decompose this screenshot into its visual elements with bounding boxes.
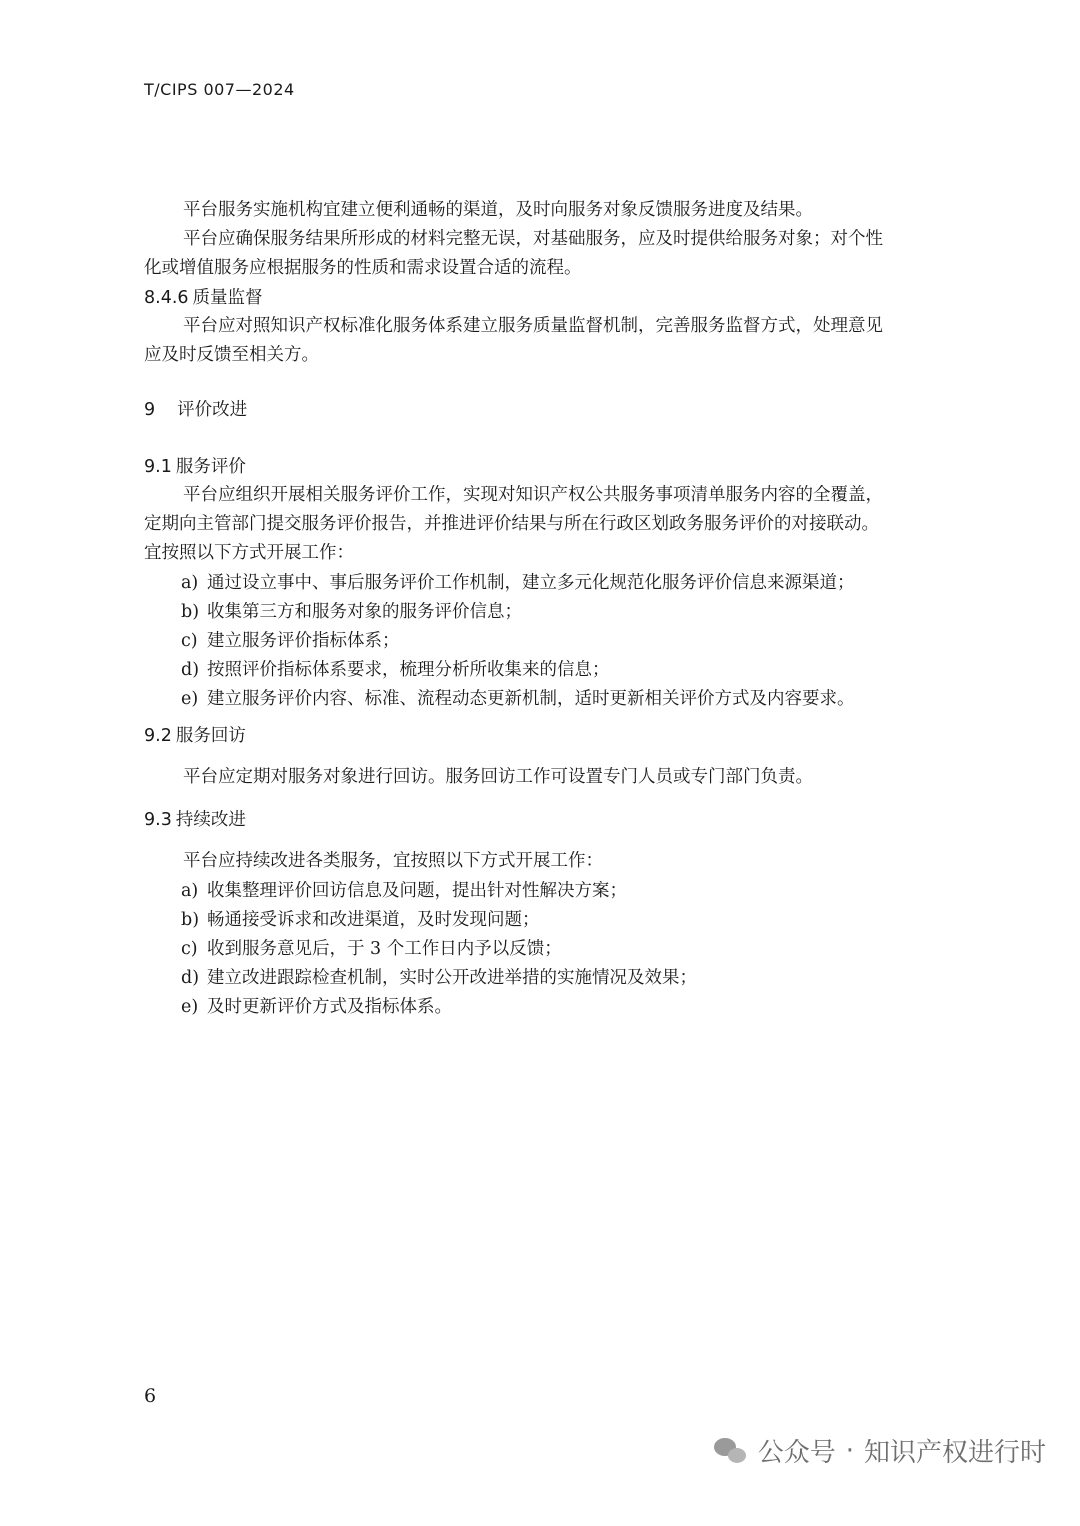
list-item — [181, 627, 400, 652]
section-title: 服务回访 — [175, 726, 246, 746]
wechat-icon — [714, 1436, 748, 1466]
paragraph-continuation: 宜按照以下方式开展工作： — [144, 543, 354, 563]
list-text: 建立服务评价内容、标准、流程动态更新机制，适时更新相关评价方式及内容要求。 — [207, 689, 855, 709]
section-title: 服务评价 — [175, 457, 246, 477]
list-text: 建立改进跟踪检查机制，实时公开改进举措的实施情况及效果； — [207, 968, 697, 988]
list-marker: b) — [181, 602, 200, 622]
list-text: 按照评价指标体系要求，梳理分析所收集来的信息； — [207, 660, 610, 680]
document-code: T/CIPS 007—2024 — [144, 80, 295, 99]
section-heading-9-2 — [144, 722, 246, 747]
list-text: 通过设立事中、事后服务评价工作机制，建立多元化规范化服务评价信息来源渠道； — [207, 573, 855, 593]
paragraph-continuation: 应及时反馈至相关方。 — [144, 345, 319, 365]
list-item — [181, 935, 562, 960]
list-marker: d) — [181, 660, 200, 680]
page-number: 6 — [144, 1385, 157, 1407]
section-number: 9.3 — [144, 810, 172, 830]
paragraph: 平台应定期对服务对象进行回访。服务回访工作可设置专门人员或专门部门负责。 — [183, 767, 813, 787]
list-text: 建立服务评价指标体系； — [207, 631, 400, 651]
list-item — [181, 877, 627, 902]
paragraph: 平台应确保服务结果所形成的材料完整无误，对基础服务，应及时提供给服务对象；对个性 — [183, 229, 883, 249]
watermark — [714, 1432, 1046, 1469]
paragraph: 平台应对照知识产权标准化服务体系建立服务质量监督机制，完善服务监督方式，处理意见 — [183, 316, 883, 336]
section-heading-8-4-6 — [144, 284, 263, 309]
section-number: 9.1 — [144, 457, 172, 477]
paragraph: 平台应持续改进各类服务，宜按照以下方式开展工作： — [183, 851, 603, 871]
watermark-label: 公众号 — [757, 1438, 836, 1468]
chapter-heading-9 — [144, 396, 247, 421]
list-text: 收到服务意见后，于 3 个工作日内予以反馈； — [207, 939, 562, 959]
list-marker: b) — [181, 910, 200, 930]
list-marker: e) — [181, 997, 199, 1017]
paragraph: 平台应组织开展相关服务评价工作，实现对知识产权公共服务事项清单服务内容的全覆盖， — [183, 485, 883, 505]
section-heading-9-1 — [144, 453, 246, 478]
list-item — [181, 598, 522, 623]
list-item — [181, 656, 610, 681]
chapter-title: 评价改进 — [177, 400, 248, 420]
paragraph: 平台服务实施机构宜建立便利通畅的渠道，及时向服务对象反馈服务进度及结果。 — [183, 200, 813, 220]
list-item — [181, 906, 540, 931]
list-item — [181, 685, 855, 710]
watermark-separator: · — [845, 1435, 854, 1466]
list-item — [181, 569, 855, 594]
section-title: 持续改进 — [175, 810, 246, 830]
watermark-account: 知识产权进行时 — [863, 1438, 1046, 1468]
list-item — [181, 993, 452, 1018]
list-text: 及时更新评价方式及指标体系。 — [207, 997, 452, 1017]
list-marker: d) — [181, 968, 200, 988]
section-number: 9.2 — [144, 726, 172, 746]
list-item — [181, 964, 697, 989]
section-title: 质量监督 — [192, 288, 263, 308]
list-marker: c) — [181, 939, 198, 959]
section-number: 8.4.6 — [144, 288, 189, 308]
chapter-number: 9 — [144, 400, 156, 420]
paragraph-continuation: 化或增值服务应根据服务的性质和需求设置合适的流程。 — [144, 258, 582, 278]
list-marker: e) — [181, 689, 199, 709]
list-text: 收集第三方和服务对象的服务评价信息； — [207, 602, 522, 622]
list-marker: a) — [181, 573, 199, 593]
list-marker: c) — [181, 631, 198, 651]
list-text: 收集整理评价回访信息及问题，提出针对性解决方案； — [207, 881, 627, 901]
list-text: 畅通接受诉求和改进渠道，及时发现问题； — [207, 910, 540, 930]
list-marker: a) — [181, 881, 199, 901]
paragraph-continuation: 定期向主管部门提交服务评价报告，并推进评价结果与所在行政区划政务服务评价的对接联动。 — [144, 514, 879, 534]
section-heading-9-3 — [144, 806, 246, 831]
